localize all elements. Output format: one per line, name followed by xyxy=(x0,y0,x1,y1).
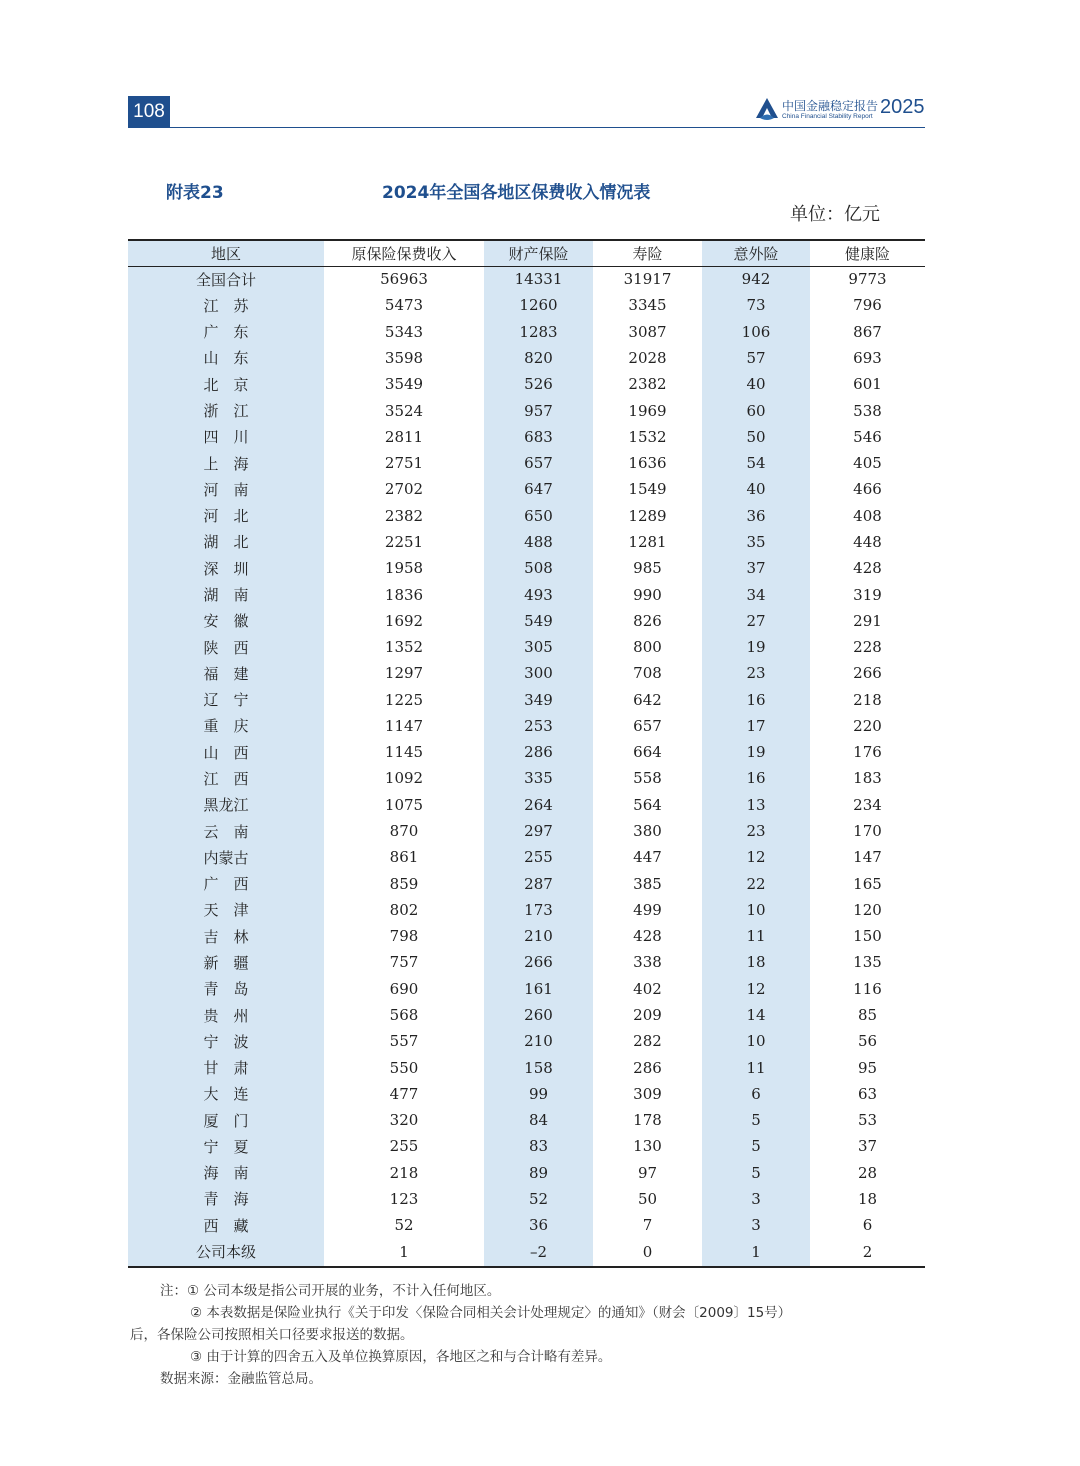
table-row xyxy=(128,1002,925,1028)
cell-life: 97 xyxy=(637,1163,658,1182)
page-number: 108 xyxy=(128,96,170,128)
cell-original: 2751 xyxy=(384,454,424,473)
table-row xyxy=(128,292,925,318)
cell-property: 488 xyxy=(524,532,553,551)
cell-accident: 10 xyxy=(746,900,766,919)
cell-region: 辽 宁 xyxy=(203,691,249,710)
table-header-row xyxy=(128,241,925,266)
cell-life: 1636 xyxy=(628,454,667,473)
cell-region: 黑龙江 xyxy=(203,796,249,815)
cell-health: 18 xyxy=(857,1189,878,1208)
note-2-continued: 后，各保险公司按照相关口径要求报送的数据。 xyxy=(130,1327,414,1343)
cell-region: 青 岛 xyxy=(203,980,249,999)
cell-life: 282 xyxy=(633,1032,662,1051)
report-title-cn: 中国金融稳定报告 xyxy=(782,99,879,113)
cell-region: 全国合计 xyxy=(195,270,256,289)
cell-accident: 12 xyxy=(746,848,766,867)
cell-life: 50 xyxy=(637,1189,658,1208)
table-row xyxy=(128,765,925,791)
cell-region: 天 津 xyxy=(203,901,249,920)
cell-health: 428 xyxy=(853,559,882,578)
cell-property: 508 xyxy=(524,559,553,578)
table-row xyxy=(128,503,925,529)
cell-accident: 12 xyxy=(746,979,766,998)
cell-original: 802 xyxy=(389,900,419,919)
cell-accident: 10 xyxy=(746,1032,766,1051)
cell-life: 338 xyxy=(633,953,662,972)
cell-life: 385 xyxy=(633,874,662,893)
table-row xyxy=(128,371,925,397)
cell-life: 309 xyxy=(633,1084,662,1103)
table-row xyxy=(128,923,925,949)
cell-original: 798 xyxy=(389,927,419,946)
cell-original: 757 xyxy=(389,953,419,972)
cell-region: 甘 肃 xyxy=(203,1059,249,1078)
cell-property: 83 xyxy=(528,1137,549,1156)
cell-accident: 37 xyxy=(746,559,766,578)
cell-property: 173 xyxy=(524,900,553,919)
cell-original: 5343 xyxy=(384,322,424,341)
cell-accident: 16 xyxy=(746,769,766,788)
table-row xyxy=(128,739,925,765)
cell-property: 683 xyxy=(524,427,553,446)
cell-property: 84 xyxy=(528,1111,549,1130)
cell-property: 1283 xyxy=(519,322,558,341)
cell-property: 349 xyxy=(524,690,553,709)
table-title: 2024年全国各地区保费收入情况表 xyxy=(382,183,651,203)
table-row xyxy=(128,1212,925,1238)
cell-property: 820 xyxy=(524,348,553,367)
cell-original: 2251 xyxy=(384,532,424,551)
cell-health: 176 xyxy=(853,743,882,762)
cell-health: 218 xyxy=(853,690,882,709)
cell-accident: 106 xyxy=(741,322,771,341)
cell-health: 693 xyxy=(853,348,882,367)
cell-property: 52 xyxy=(528,1189,549,1208)
table-row xyxy=(128,792,925,818)
cell-property: 650 xyxy=(524,506,553,525)
table-row xyxy=(128,345,925,371)
cell-accident: 17 xyxy=(746,716,766,735)
cell-region: 山 西 xyxy=(203,743,249,762)
cell-accident: 5 xyxy=(751,1137,761,1156)
cell-original: 1075 xyxy=(384,795,424,814)
table-row xyxy=(128,634,925,660)
cell-health: 147 xyxy=(853,848,882,867)
cell-accident: 16 xyxy=(746,690,766,709)
cell-life: 2382 xyxy=(628,375,667,394)
cell-original: 1092 xyxy=(384,769,424,788)
table-row xyxy=(128,713,925,739)
cell-property: 161 xyxy=(524,979,553,998)
cell-region: 广 西 xyxy=(203,875,249,894)
table-bottom-rule xyxy=(128,1266,925,1268)
cell-health: 37 xyxy=(857,1137,878,1156)
cell-original: 1352 xyxy=(384,638,424,657)
cell-region: 四 川 xyxy=(203,428,249,447)
table-row xyxy=(128,949,925,975)
cell-accident: 35 xyxy=(746,532,766,551)
cell-region: 新 疆 xyxy=(203,953,249,972)
cell-accident: 3 xyxy=(751,1189,761,1208)
cell-original: 52 xyxy=(394,1216,414,1235)
cell-health: 9773 xyxy=(848,270,887,289)
table-row xyxy=(128,870,925,896)
report-year: 2025 xyxy=(880,96,925,118)
cell-property: 210 xyxy=(524,927,553,946)
cell-health: 56 xyxy=(857,1032,878,1051)
cell-original: 568 xyxy=(389,1006,419,1025)
cell-life: 664 xyxy=(633,743,662,762)
cell-life: 428 xyxy=(633,927,662,946)
cell-life: 564 xyxy=(633,795,662,814)
cell-region: 浙 江 xyxy=(203,402,249,421)
cell-life: 3087 xyxy=(628,322,667,341)
cell-life: 1532 xyxy=(628,427,667,446)
data-source: 数据来源：金融监管总局。 xyxy=(160,1371,322,1387)
cell-life: 7 xyxy=(642,1216,653,1235)
cell-health: 183 xyxy=(853,769,882,788)
table-row xyxy=(128,1081,925,1107)
cell-accident: 3 xyxy=(751,1216,761,1235)
cell-region: 安 徽 xyxy=(203,612,249,631)
cell-region: 河 南 xyxy=(203,480,249,499)
cell-life: 499 xyxy=(633,900,662,919)
cell-life: 985 xyxy=(633,559,662,578)
cell-original: 3549 xyxy=(384,375,424,394)
table-row xyxy=(128,555,925,581)
cell-life: 826 xyxy=(633,611,662,630)
table-row xyxy=(128,1238,925,1264)
cell-accident: 23 xyxy=(746,664,766,683)
cell-accident: 5 xyxy=(751,1163,761,1182)
cell-property: 1260 xyxy=(519,296,558,315)
cell-health: 601 xyxy=(853,375,882,394)
cell-region: 大 连 xyxy=(203,1085,249,1104)
column-header: 地区 xyxy=(210,245,241,263)
cell-original: 255 xyxy=(389,1137,419,1156)
table-row xyxy=(128,450,925,476)
cell-life: 130 xyxy=(633,1137,662,1156)
cell-accident: 50 xyxy=(746,427,766,446)
cell-health: 63 xyxy=(857,1084,878,1103)
cell-life: 1549 xyxy=(628,480,667,499)
cell-health: 170 xyxy=(853,822,882,841)
cell-life: 1281 xyxy=(628,532,667,551)
cell-region: 江 苏 xyxy=(203,296,249,315)
cell-life: 0 xyxy=(642,1242,653,1261)
cell-life: 178 xyxy=(633,1111,662,1130)
cell-accident: 942 xyxy=(741,270,771,289)
cell-property: 493 xyxy=(524,585,553,604)
report-logo-icon xyxy=(754,96,780,122)
cell-region: 湖 北 xyxy=(203,533,249,552)
table-row xyxy=(128,476,925,502)
cell-original: 1147 xyxy=(384,716,424,735)
cell-health: 120 xyxy=(853,900,882,919)
table-row xyxy=(128,1028,925,1054)
cell-health: 546 xyxy=(853,427,882,446)
cell-life: 1289 xyxy=(628,506,667,525)
unit-label: 单位：亿元 xyxy=(790,204,880,225)
table-row xyxy=(128,424,925,450)
table-row xyxy=(128,1133,925,1159)
cell-original: 1145 xyxy=(384,743,424,762)
cell-original: 2382 xyxy=(384,506,424,525)
cell-health: 234 xyxy=(853,795,882,814)
cell-property: 335 xyxy=(524,769,553,788)
cell-life: 31917 xyxy=(623,270,672,289)
cell-original: 1225 xyxy=(384,690,424,709)
table-row xyxy=(128,818,925,844)
cell-life: 447 xyxy=(633,848,662,867)
cell-health: 150 xyxy=(853,927,882,946)
cell-property: 264 xyxy=(524,795,553,814)
cell-original: 550 xyxy=(389,1058,419,1077)
cell-region: 深 圳 xyxy=(203,559,249,578)
cell-health: 228 xyxy=(853,638,882,657)
cell-original: 690 xyxy=(389,979,419,998)
cell-life: 990 xyxy=(633,585,662,604)
cell-accident: 23 xyxy=(746,822,766,841)
table-row xyxy=(128,581,925,607)
cell-accident: 40 xyxy=(746,375,766,394)
cell-health: 53 xyxy=(857,1111,878,1130)
cell-health: 448 xyxy=(853,532,882,551)
cell-property: 36 xyxy=(528,1216,549,1235)
cell-original: 870 xyxy=(389,822,419,841)
cell-region: 福 建 xyxy=(203,664,249,683)
cell-property: 549 xyxy=(524,611,553,630)
cell-property: 210 xyxy=(524,1032,553,1051)
cell-accident: 36 xyxy=(746,506,766,525)
cell-life: 708 xyxy=(633,664,662,683)
cell-original: 1958 xyxy=(384,559,424,578)
report-title-en: China Financial Stability Report xyxy=(782,113,873,120)
cell-accident: 57 xyxy=(746,348,766,367)
cell-life: 657 xyxy=(633,716,662,735)
cell-region: 公司本级 xyxy=(195,1243,256,1262)
cell-original: 56963 xyxy=(380,270,428,289)
cell-life: 402 xyxy=(633,979,662,998)
cell-health: 466 xyxy=(853,480,882,499)
cell-accident: 6 xyxy=(751,1084,761,1103)
cell-original: 859 xyxy=(389,874,419,893)
cell-accident: 11 xyxy=(746,927,766,946)
cell-region: 陕 西 xyxy=(203,638,249,657)
cell-health: 538 xyxy=(853,401,882,420)
cell-accident: 34 xyxy=(746,585,766,604)
table-row xyxy=(128,897,925,923)
cell-health: 405 xyxy=(853,454,882,473)
cell-region: 河 北 xyxy=(203,507,249,526)
table-row xyxy=(128,1186,925,1212)
cell-property: 647 xyxy=(524,480,553,499)
cell-health: 95 xyxy=(857,1058,878,1077)
table-row xyxy=(128,529,925,555)
cell-health: 796 xyxy=(853,296,882,315)
table-row xyxy=(128,687,925,713)
cell-accident: 22 xyxy=(746,874,766,893)
column-header: 财产保险 xyxy=(508,245,569,263)
cell-property: 260 xyxy=(524,1006,553,1025)
cell-accident: 19 xyxy=(746,743,766,762)
cell-accident: 5 xyxy=(751,1111,761,1130)
cell-original: 477 xyxy=(389,1084,419,1103)
cell-health: 408 xyxy=(853,506,882,525)
cell-original: 320 xyxy=(389,1111,419,1130)
cell-accident: 73 xyxy=(746,296,766,315)
cell-property: 14331 xyxy=(514,270,563,289)
cell-property: 99 xyxy=(528,1084,549,1103)
table-row xyxy=(128,976,925,1002)
cell-accident: 11 xyxy=(746,1058,766,1077)
cell-accident: 19 xyxy=(746,638,766,657)
cell-original: 3598 xyxy=(384,348,424,367)
cell-property: 253 xyxy=(524,716,553,735)
cell-property: 158 xyxy=(524,1058,553,1077)
table-row xyxy=(128,397,925,423)
cell-accident: 40 xyxy=(746,480,766,499)
cell-health: 291 xyxy=(853,611,882,630)
cell-region: 上 海 xyxy=(203,454,249,473)
cell-original: 557 xyxy=(389,1032,419,1051)
column-header: 原保险保费收入 xyxy=(351,245,457,263)
column-header: 寿险 xyxy=(632,245,663,263)
table-row xyxy=(128,1160,925,1186)
cell-property: 266 xyxy=(524,953,553,972)
cell-life: 2028 xyxy=(628,348,667,367)
table-row xyxy=(128,266,925,292)
cell-region: 青 海 xyxy=(203,1190,249,1209)
cell-original: 123 xyxy=(389,1189,419,1208)
cell-accident: 1 xyxy=(751,1242,761,1261)
cell-region: 西 藏 xyxy=(203,1216,249,1235)
cell-property: 657 xyxy=(524,454,553,473)
cell-region: 重 庆 xyxy=(203,717,249,736)
cell-region: 吉 林 xyxy=(203,927,249,946)
table-row xyxy=(128,608,925,634)
cell-life: 800 xyxy=(633,638,662,657)
cell-original: 218 xyxy=(389,1163,419,1182)
cell-health: 867 xyxy=(853,322,882,341)
cell-accident: 27 xyxy=(746,611,766,630)
table-row xyxy=(128,844,925,870)
cell-accident: 54 xyxy=(746,454,766,473)
cell-accident: 60 xyxy=(746,401,766,420)
cell-health: 135 xyxy=(853,953,882,972)
cell-original: 1297 xyxy=(384,664,424,683)
cell-life: 380 xyxy=(633,822,662,841)
cell-life: 286 xyxy=(633,1058,662,1077)
table-notes xyxy=(130,1280,925,1390)
cell-health: 2 xyxy=(862,1242,873,1261)
cell-health: 165 xyxy=(853,874,882,893)
note-1: 注：① 公司本级是指公司开展的业务，不计入任何地区。 xyxy=(160,1283,501,1299)
cell-accident: 18 xyxy=(746,953,766,972)
cell-original: 1836 xyxy=(384,585,424,604)
note-3: ③ 由于计算的四舍五入及单位换算原因，各地区之和与合计略有差异。 xyxy=(190,1349,612,1365)
cell-accident: 13 xyxy=(746,795,766,814)
note-2: ② 本表数据是保险业执行《关于印发〈保险合同相关会计处理规定〉的通知》（财会〔2009〕15号） xyxy=(190,1305,792,1321)
column-header: 意外险 xyxy=(733,245,779,263)
cell-health: 220 xyxy=(853,716,882,735)
cell-property: 255 xyxy=(524,848,553,867)
column-header: 健康险 xyxy=(844,245,890,263)
cell-health: 6 xyxy=(862,1216,873,1235)
cell-life: 558 xyxy=(633,769,662,788)
cell-health: 116 xyxy=(853,979,882,998)
cell-property: 957 xyxy=(524,401,553,420)
cell-property: 305 xyxy=(524,638,553,657)
cell-region: 宁 夏 xyxy=(203,1137,249,1156)
cell-health: 85 xyxy=(857,1006,878,1025)
cell-region: 海 南 xyxy=(203,1164,249,1183)
cell-life: 642 xyxy=(633,690,662,709)
cell-region: 山 东 xyxy=(203,349,249,368)
premium-income-table xyxy=(128,241,925,1265)
cell-health: 319 xyxy=(853,585,882,604)
cell-original: 1692 xyxy=(384,611,424,630)
cell-property: 526 xyxy=(524,375,553,394)
cell-original: 3524 xyxy=(384,401,424,420)
cell-original: 1 xyxy=(399,1242,409,1261)
cell-original: 861 xyxy=(389,848,419,867)
cell-health: 28 xyxy=(857,1163,878,1182)
cell-life: 3345 xyxy=(628,296,667,315)
cell-region: 宁 波 xyxy=(203,1032,249,1051)
cell-original: 2811 xyxy=(384,427,424,446)
cell-property: 287 xyxy=(524,874,553,893)
cell-property: 89 xyxy=(528,1163,549,1182)
cell-region: 厦 门 xyxy=(203,1111,249,1130)
cell-health: 266 xyxy=(853,664,882,683)
cell-region: 广 东 xyxy=(203,323,249,342)
table-id: 附表23 xyxy=(166,183,224,203)
cell-region: 江 西 xyxy=(203,769,249,788)
cell-life: 209 xyxy=(633,1006,662,1025)
cell-region: 贵 州 xyxy=(203,1006,249,1025)
cell-property: –2 xyxy=(529,1242,548,1261)
cell-region: 湖 南 xyxy=(203,586,249,605)
cell-accident: 14 xyxy=(746,1006,766,1025)
table-row xyxy=(128,660,925,686)
cell-life: 1969 xyxy=(628,401,667,420)
cell-original: 5473 xyxy=(384,296,424,315)
cell-property: 297 xyxy=(524,822,553,841)
cell-region: 云 南 xyxy=(203,822,249,841)
cell-region: 北 京 xyxy=(203,375,249,394)
table-row xyxy=(128,319,925,345)
table-row xyxy=(128,1107,925,1133)
cell-original: 2702 xyxy=(384,480,424,499)
cell-region: 内蒙古 xyxy=(203,848,249,867)
cell-property: 300 xyxy=(524,664,553,683)
table-row xyxy=(128,1054,925,1080)
header-rule xyxy=(128,127,925,128)
cell-property: 286 xyxy=(524,743,553,762)
